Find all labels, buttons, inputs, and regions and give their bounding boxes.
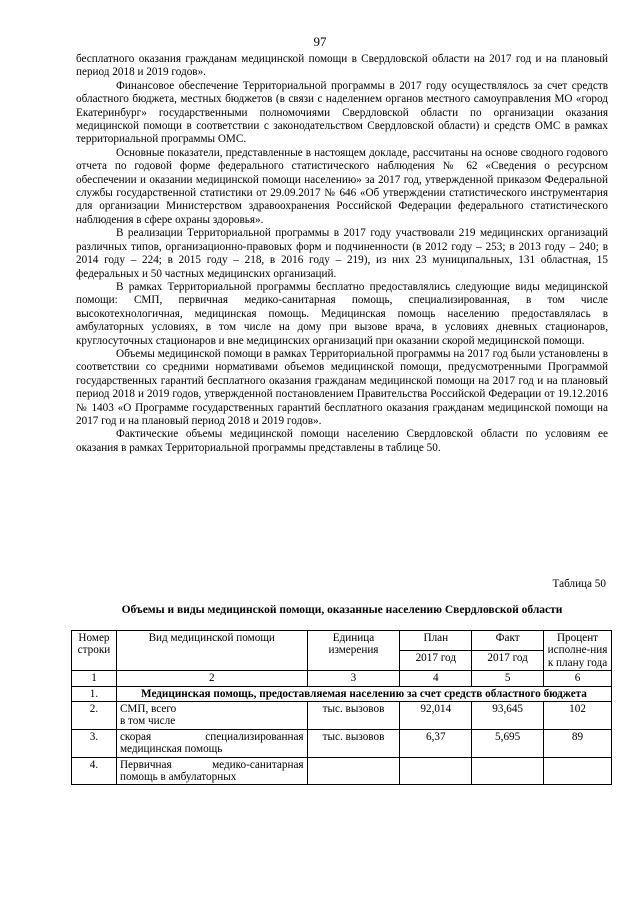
row-number: 4. — [72, 757, 117, 785]
header-plan: План — [400, 631, 472, 651]
column-number: 2 — [116, 671, 307, 686]
care-type-cell: СМП, всего в том числе — [116, 702, 307, 730]
column-number: 3 — [307, 671, 400, 686]
fact-cell: 5,695 — [472, 729, 544, 757]
column-number: 4 — [400, 671, 472, 686]
row-number: 2. — [72, 702, 117, 730]
unit-cell: тыс. вызовов — [307, 729, 400, 757]
percent-cell — [544, 757, 612, 785]
header-unit: Единица измерения — [307, 631, 400, 671]
table-row — [72, 729, 612, 757]
section-label: Медицинская помощь, предоставляемая населению за счет средств областного бюджета — [116, 686, 611, 701]
column-number: 6 — [544, 671, 612, 686]
fact-cell — [472, 757, 544, 785]
plan-cell: 92,014 — [400, 702, 472, 730]
care-type-cell: скорая специализированная медицинская помощь — [116, 729, 307, 757]
data-table — [71, 630, 612, 785]
header-care-type: Вид медицинской помощи — [116, 631, 307, 671]
header-row — [72, 631, 612, 651]
unit-cell: тыс. вызовов — [307, 702, 400, 730]
header-row-number: Номер строки — [72, 631, 117, 671]
column-number: 5 — [472, 671, 544, 686]
plan-cell — [400, 757, 472, 785]
row-number: 3. — [72, 729, 117, 757]
column-number: 1 — [72, 671, 117, 686]
body-text — [76, 53, 608, 455]
header-plan-year: 2017 год — [400, 651, 472, 671]
row-number: 1. — [72, 686, 117, 701]
percent-cell: 102 — [544, 702, 612, 730]
table-row — [72, 757, 612, 785]
care-type-cell: Первичная медико-санитарная помощь в амбулаторных — [116, 757, 307, 785]
header-percent: Процент исполне-ния к плану года — [544, 631, 612, 671]
paragraph: В реализации Территориальной программы в 2017 году участвовали 219 медицинских организаций различных типов, организационно-правовых форм и подчиненности (в 2012 году – 253; в 2013 году – 240; в 2014 году – 224; в 2015 году – 218, в 2016 году – 219), из них 23 муниципальных, 131 областная, 15 федеральных и 50 частных медицинских организаций. — [76, 227, 608, 280]
paragraph: Финансовое обеспечение Территориальной программы в 2017 году осуществлялось за счет средств областного бюджета, местных бюджетов (в связи с наделением органов местного самоуправления МО «город Екатеринбург» государственными полномочиями Свердловской области по организации оказания медицинской помощи в соответствии с законодательством Свердловской области) и средств ОМС в рамках территориальной программы ОМС. — [76, 79, 608, 146]
header-fact: Факт — [472, 631, 544, 651]
table-title: Объемы и виды медицинской помощи, оказанные населению Свердловской области — [121, 604, 563, 616]
table-row — [72, 702, 612, 730]
header-fact-year: 2017 год — [472, 651, 544, 671]
paragraph: Объемы медицинской помощи в рамках Территориальной программы на 2017 год были установлены в соответствии со средними нормативами объемов медицинской помощи, предусмотренными Программой государственных гарантий бесплатного оказания гражданам медицинской помощи на 2017 год и на плановый период 2018 и 2019 годов, утвержденной постановлением Правительства Российской Федерации от 19.12.2016 № 1403 «О Программе государственных гарантий бесплатного оказания гражданам медицинской помощи на 2017 год и на плановый период 2018 и 2019 годов». — [76, 347, 608, 427]
percent-cell: 89 — [544, 729, 612, 757]
column-number-row — [72, 671, 612, 686]
paragraph: Основные показатели, представленные в настоящем докладе, рассчитаны на основе сводного годового отчета по годовой форме федерального статистического наблюдения № 62 «Сведения о ресурсном обеспечении и оказании медицинской помощи населению» за 2017 год, утвержденной приказом Федеральной службы государственной статистики от 29.09.2017 № 646 «Об утверждении статистического инструментария для организации Министерством здравоохранения Российской Федерации федерального статистического наблюдения в сфере охраны здоровья». — [76, 146, 608, 226]
unit-cell — [307, 757, 400, 785]
paragraph: Фактические объемы медицинской помощи населению Свердловской области по условиям ее оказания в рамках Территориальной программы представлены в таблице 50. — [76, 428, 608, 454]
paragraph: бесплатного оказания гражданам медицинской помощи в Свердловской области на 2017 год и на плановый период 2018 и 2019 годов». — [76, 53, 608, 79]
plan-cell: 6,37 — [400, 729, 472, 757]
section-row — [72, 686, 612, 701]
table-label: Таблица 50 — [552, 578, 606, 590]
page-number: 97 — [313, 34, 327, 49]
paragraph: В рамках Территориальной программы бесплатно предоставлялись следующие виды медицинской помощи: СМП, первичная медико-санитарная помощь, специализированная, в том числе высокотехнологичная, медицинская помощь. Медицинская помощь населению предоставлялась в амбулаторных условиях, в том числе на дому при вызове врача, в условиях дневных стационаров, круглосуточных стационаров и вне медицинских организаций при оказании скорой медицинской помощи. — [76, 280, 608, 347]
fact-cell: 93,645 — [472, 702, 544, 730]
